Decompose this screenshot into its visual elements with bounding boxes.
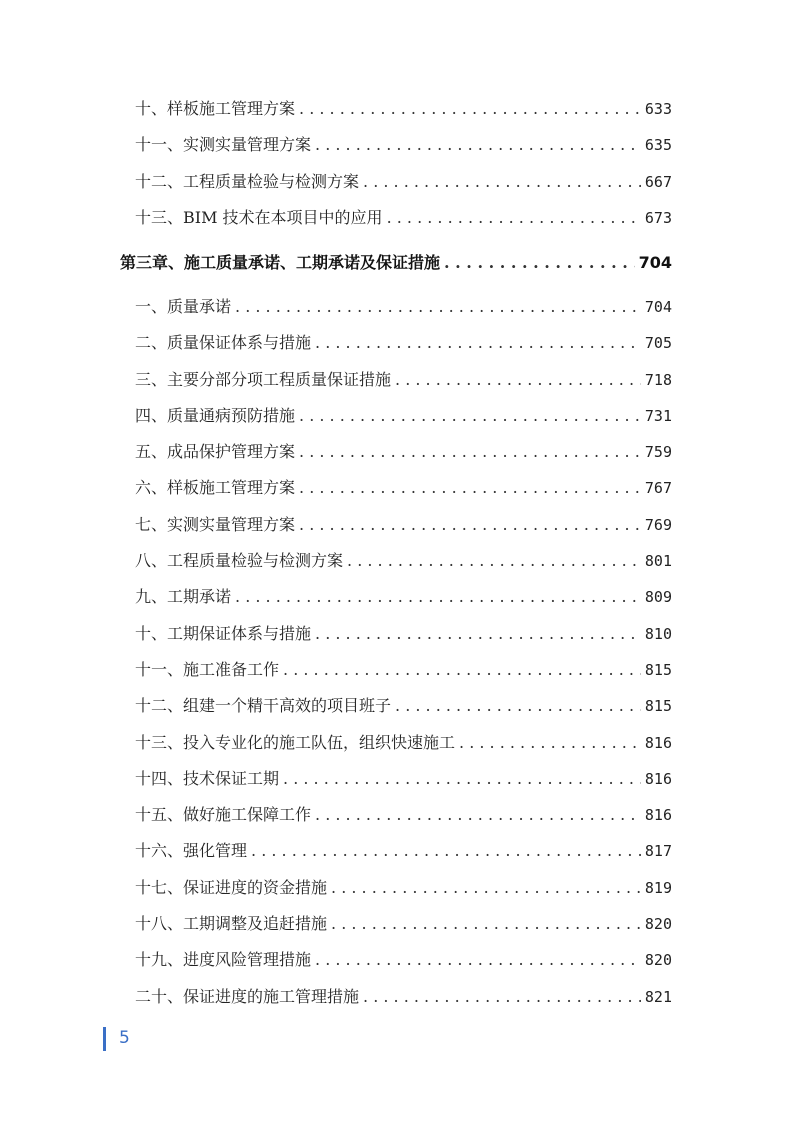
dot-leader: [235, 579, 641, 615]
toc-entry-title: 六、样板施工管理方案: [135, 478, 296, 498]
toc-entry[interactable]: [135, 833, 672, 869]
toc-entry[interactable]: [135, 434, 672, 470]
dot-leader: [315, 942, 641, 978]
toc-entry-title: 十九、进度风险管理措施: [135, 950, 312, 970]
toc-entry[interactable]: [135, 652, 672, 688]
toc-entry-title: 五、成品保护管理方案: [135, 442, 296, 462]
toc-entry-title: 四、质量通病预防措施: [135, 405, 296, 425]
toc-entry[interactable]: [135, 761, 672, 797]
dot-leader: [283, 652, 641, 688]
toc-entry-title: 十二、工程质量检验与检测方案: [135, 171, 360, 191]
footer-page-number: 5: [119, 1028, 130, 1048]
dot-leader: [251, 833, 641, 869]
toc-entry-page: 820: [644, 951, 672, 970]
dot-leader: [347, 543, 641, 579]
toc-entry-page: 769: [644, 515, 672, 534]
toc-entry-title: 九、工期承诺: [135, 587, 232, 607]
toc-entry[interactable]: [135, 942, 672, 978]
toc-entry-title: 十一、施工准备工作: [135, 659, 280, 679]
toc-entry-page: 820: [644, 915, 672, 934]
toc-entry-title: 十三、投入专业化的施工队伍，组织快速施工: [135, 732, 456, 752]
toc-entry[interactable]: [135, 127, 672, 163]
toc-entry-page: 704: [638, 252, 672, 272]
dot-leader: [459, 725, 641, 761]
toc-entry-title: 十、工期保证体系与措施: [135, 623, 312, 643]
toc-entry-page: 816: [644, 733, 672, 752]
toc-entry-page: 635: [644, 136, 672, 155]
dot-leader: [444, 245, 635, 281]
toc-entry[interactable]: [135, 398, 672, 434]
toc-entry-title: 十六、强化管理: [135, 841, 248, 861]
toc-entry-page: 817: [644, 842, 672, 861]
dot-leader: [315, 797, 641, 833]
footer-accent-bar: [103, 1027, 106, 1051]
toc-entry-title: 二、质量保证体系与措施: [135, 333, 312, 353]
toc-entry-page: 705: [644, 334, 672, 353]
toc-entry-page: 667: [644, 172, 672, 191]
dot-leader: [315, 616, 641, 652]
dot-leader: [387, 200, 641, 236]
toc-entry-page: 633: [644, 100, 672, 118]
dot-leader: [299, 507, 641, 543]
toc-entry-page: 731: [644, 406, 672, 425]
toc-entry-title: 十二、组建一个精干高效的项目班子: [135, 696, 392, 716]
toc-entry[interactable]: [135, 616, 672, 652]
dot-leader: [331, 870, 641, 906]
toc-entry-title: 十七、保证进度的资金措施: [135, 877, 328, 897]
toc-entry[interactable]: [135, 200, 672, 236]
toc-entry-title: 十四、技术保证工期: [135, 768, 280, 788]
toc-entry-title: 十八、工期调整及追赶措施: [135, 914, 328, 934]
toc-entry[interactable]: [135, 906, 672, 942]
toc-entry-page: 810: [644, 624, 672, 643]
toc-entry-title: 十一、实测实量管理方案: [135, 135, 312, 155]
dot-leader: [331, 906, 641, 942]
toc-entry[interactable]: [135, 289, 672, 325]
toc-entry-page: 815: [644, 697, 672, 716]
toc-entry-title: 七、实测实量管理方案: [135, 514, 296, 534]
dot-leader: [299, 91, 641, 127]
toc-entry[interactable]: [135, 797, 672, 833]
toc-entry-title: 第三章、施工质量承诺、工期承诺及保证措施: [120, 252, 441, 272]
toc-entry[interactable]: [135, 688, 672, 724]
toc-entry-page: 816: [644, 806, 672, 825]
toc-entry-page: 815: [644, 660, 672, 679]
toc-entry-page: 819: [644, 878, 672, 897]
toc-entry-page: 673: [644, 208, 672, 227]
toc-entry-title: 一、质量承诺: [135, 296, 232, 316]
dot-leader: [395, 688, 641, 724]
toc-entry[interactable]: [135, 362, 672, 398]
dot-leader: [315, 127, 641, 163]
toc-chapter-entry[interactable]: [120, 245, 672, 281]
toc-entry[interactable]: [135, 579, 672, 615]
table-of-contents: [0, 91, 794, 1015]
toc-entry-page: 759: [644, 443, 672, 462]
dot-leader: [235, 289, 641, 325]
toc-entry[interactable]: [135, 325, 672, 361]
toc-entry[interactable]: [135, 164, 672, 200]
toc-entry[interactable]: [135, 91, 672, 127]
toc-entry-title: 十、样板施工管理方案: [135, 99, 296, 118]
dot-leader: [299, 470, 641, 506]
toc-entry[interactable]: [135, 725, 672, 761]
toc-entry-page: 718: [644, 370, 672, 389]
toc-entry-title: 十三、BIM 技术在本项目中的应用: [135, 207, 383, 227]
dot-leader: [315, 325, 641, 361]
dot-leader: [299, 398, 641, 434]
toc-entry-page: 821: [644, 987, 672, 1006]
toc-entry-page: 704: [644, 297, 672, 316]
dot-leader: [283, 761, 641, 797]
dot-leader: [299, 434, 641, 470]
toc-entry[interactable]: [135, 979, 672, 1015]
toc-entry-page: 801: [644, 552, 672, 571]
toc-entry-page: 809: [644, 588, 672, 607]
toc-entry-title: 十五、做好施工保障工作: [135, 805, 312, 825]
dot-leader: [363, 979, 641, 1015]
toc-entry[interactable]: [135, 543, 672, 579]
dot-leader: [395, 362, 641, 398]
toc-entry[interactable]: [135, 507, 672, 543]
toc-entry-page: 816: [644, 769, 672, 788]
toc-entry-title: 八、工程质量检验与检测方案: [135, 551, 344, 571]
toc-entry[interactable]: [135, 470, 672, 506]
toc-entry-page: 767: [644, 479, 672, 498]
toc-entry[interactable]: [135, 870, 672, 906]
dot-leader: [363, 164, 641, 200]
toc-entry-title: 二十、保证进度的施工管理措施: [135, 986, 360, 1006]
toc-entry-title: 三、主要分部分项工程质量保证措施: [135, 369, 392, 389]
